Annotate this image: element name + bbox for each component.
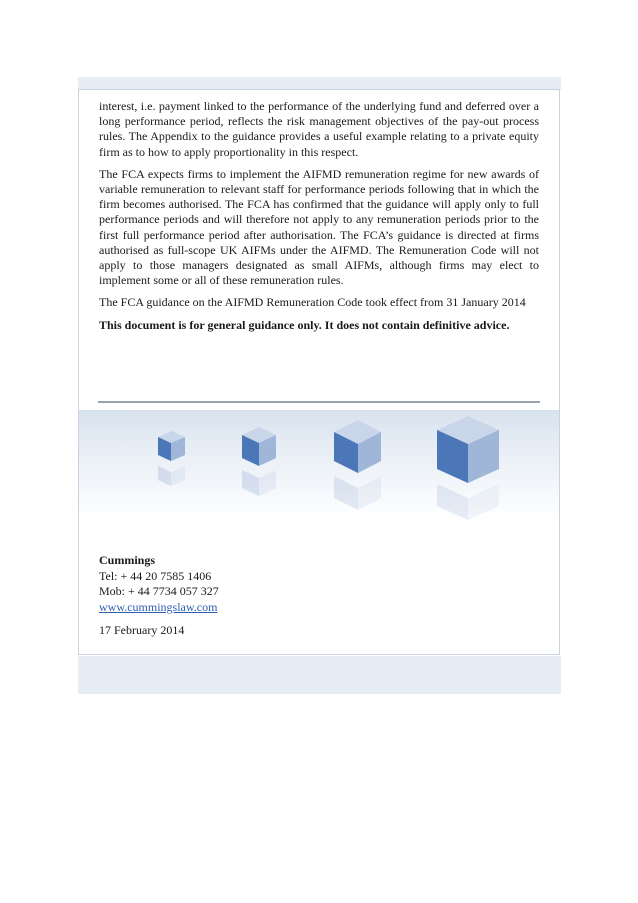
divider-line bbox=[98, 401, 540, 403]
document-body bbox=[99, 99, 539, 340]
decorative-cubes-illustration bbox=[79, 410, 559, 520]
footer-band bbox=[78, 656, 561, 694]
company-name: Cummings bbox=[99, 553, 156, 567]
document-date: 17 February 2014 bbox=[99, 623, 185, 637]
telephone-number: Tel: + 44 20 7585 1406 bbox=[99, 568, 212, 583]
body-paragraph-2: The FCA expects firms to implement the AIFMD remuneration regime for new awards of variable remuneration to relevant staff for performance periods following that in which the firm becomes authorised. The FCA has confirmed that the guidance will apply only to full performance periods and will therefore not apply to any remuneration periods prior to the first full performance period after authorisation. The FCA’s guidance is directed at firms authorised as full-scope UK AIFMs under the AIFMD. The Remuneration Code will not apply to those managers designated as small AIFMs, although firms may elect to implement some or all of these remuneration rules. bbox=[99, 166, 539, 288]
contact-block bbox=[99, 553, 399, 639]
cube-icon-4 bbox=[437, 416, 499, 520]
body-paragraph-1: interest, i.e. payment linked to the performance of the underlying fund and deferred over a long performance period, reflects the risk management objectives of the pay-out process rules. The Appendix to the guidance provides a useful example relating to a private equity firm as to how to apply proportionality in this respect. bbox=[99, 99, 539, 159]
body-paragraph-3: The FCA guidance on the AIFMD Remuneration Code took effect from 31 January 2014 bbox=[99, 295, 526, 310]
cube-icon-1 bbox=[158, 431, 185, 486]
cube-icon-3 bbox=[334, 420, 381, 510]
disclaimer-text: This document is for general guidance only. It does not contain definitive advice. bbox=[99, 317, 510, 332]
website-link[interactable]: www.cummingslaw.com bbox=[99, 599, 218, 614]
cube-icon-2 bbox=[242, 427, 276, 496]
mobile-number: Mob: + 44 7734 057 327 bbox=[99, 584, 219, 598]
